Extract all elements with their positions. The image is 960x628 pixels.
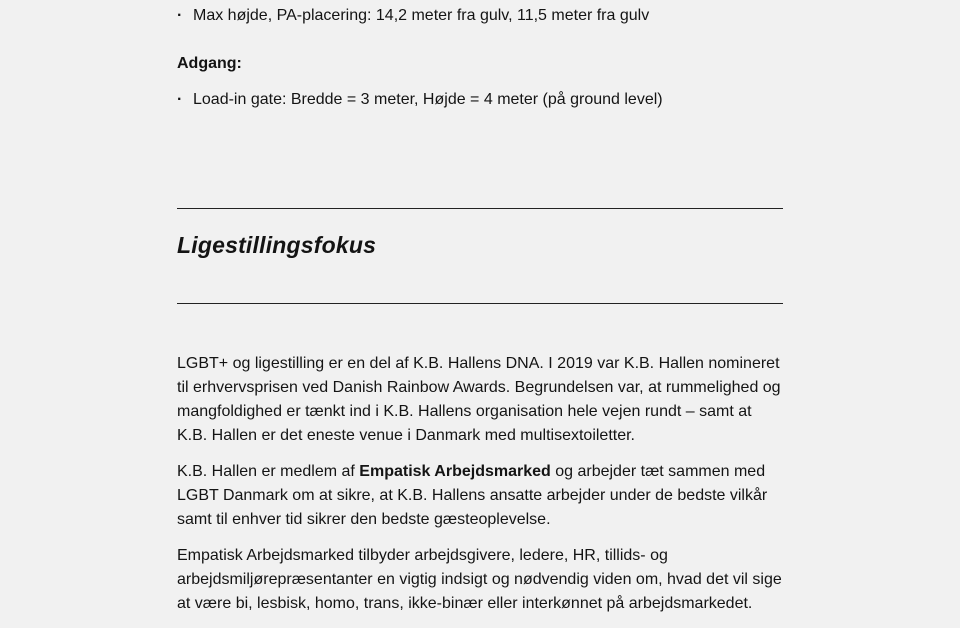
paragraph-text: og arbejder tæt sammen med LGBT Danmark om at sikre, at K.B. Hallens ansatte arbejder under de bedste vilkår samt til enhver tid sikrer den bedste gæsteoplevelse.: [177, 463, 768, 528]
equality-body: [177, 352, 783, 628]
list-item: · Load-in gate: Bredde = 3 meter, Højde = 4 meter (på ground level): [177, 88, 783, 112]
venue-spec-list: [177, 4, 783, 28]
paragraph: LGBT+ og ligestilling er en del af K.B. Hallens DNA. I 2019 var K.B. Hallen nomineret til erhvervsprisen ved Danish Rainbow Awards. Begrundelsen var, at rummelighed og mangfoldighed er tænkt ind i K.B. Hallens organisation hele vejen rundt – samt at K.B. Hallen er det eneste venue i Danmark med multisextoiletter.: [177, 355, 781, 444]
paragraph: Empatisk Arbejdsmarked tilbyder arbejdsgivere, ledere, HR, tillids- og arbejdsmiljørepræsentanter en vigtig indsigt og nødvendig viden om, hvad det vil sige at være bi, lesbisk, homo, trans, ikke-binær eller interkønnet på arbejdsmarkedet.: [177, 547, 782, 612]
access-list: [177, 88, 783, 112]
section-divider-bottom: [177, 303, 783, 304]
list-item: · Max højde, PA-placering: 14,2 meter fra gulv, 11,5 meter fra gulv: [177, 4, 783, 28]
paragraph-text: K.B. Hallen er medlem af: [177, 463, 360, 480]
section-divider-top: [177, 208, 783, 209]
access-heading: Adgang:: [177, 55, 242, 72]
empatisk-arbejdsmarked-emphasis: Empatisk Arbejdsmarked: [359, 463, 551, 480]
paragraph: [177, 460, 783, 532]
section-title: Ligestillingsfokus: [177, 232, 377, 258]
